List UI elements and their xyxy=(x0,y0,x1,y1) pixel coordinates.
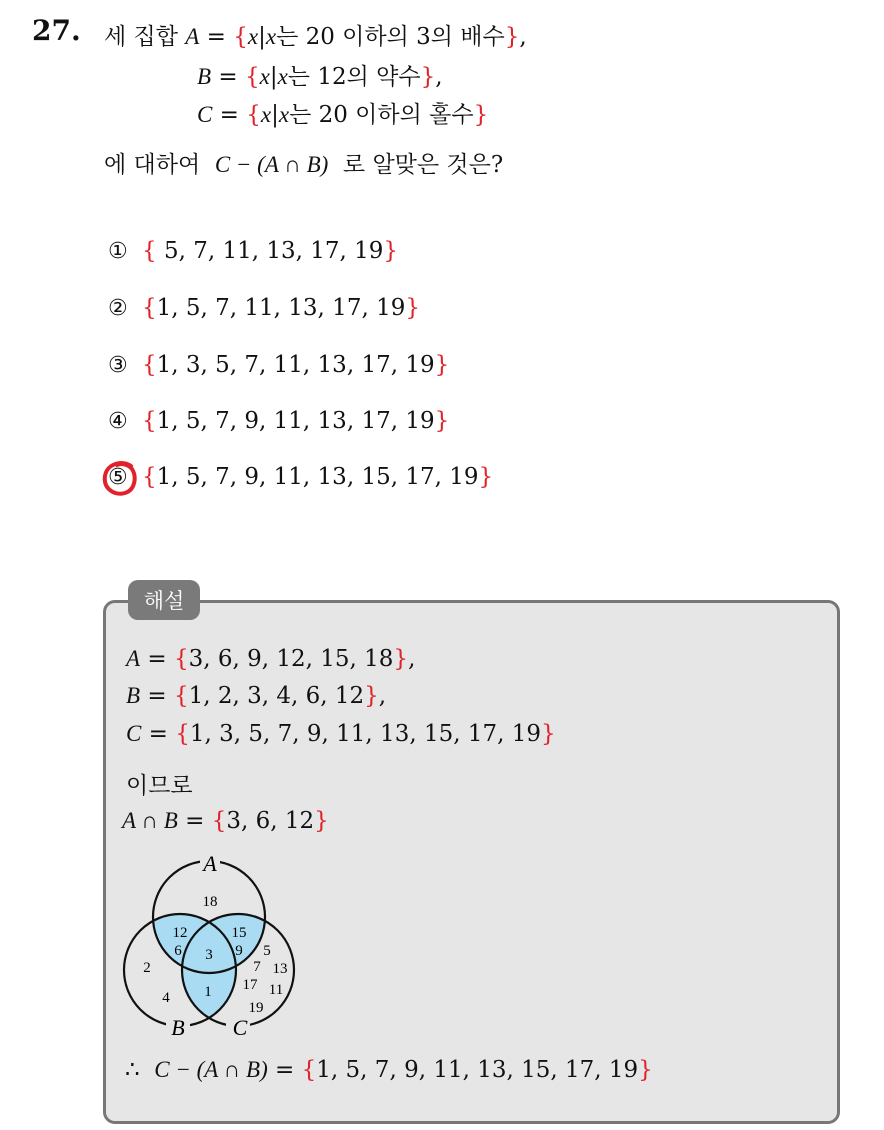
set-name: C xyxy=(197,102,213,127)
therefore-symbol: ∴ xyxy=(125,1057,140,1083)
venn-value: 12 xyxy=(172,925,188,941)
venn-value: 11 xyxy=(268,982,284,998)
set-name: B xyxy=(197,64,212,89)
solution-set-c: C = {1, 3, 5, 7, 9, 11, 13, 15, 17, 19} xyxy=(126,721,556,747)
question-number: 27. xyxy=(32,14,81,47)
choice-mark: ③ xyxy=(108,353,128,378)
question-prompt: 에 대하여 C − (A ∩ B) 로 알맞은 것은? xyxy=(104,152,504,178)
venn-value: 2 xyxy=(143,960,151,976)
venn-value: 13 xyxy=(272,961,288,977)
solution-intersection: A ∩ B = {3, 6, 12} xyxy=(122,808,329,834)
venn-value: 7 xyxy=(253,959,261,975)
label-a: A xyxy=(203,851,217,876)
solution-set-b: B = {1, 2, 3, 4, 6, 12}, xyxy=(126,683,387,709)
choice-mark: ① xyxy=(108,239,128,264)
set-name: A xyxy=(185,24,200,49)
set-c-definition: C = {x|x는 20 이하의 홀수} xyxy=(197,102,489,128)
solution-conclusion: ∴ C − (A ∩ B) = {1, 5, 7, 9, 11, 13, 15, 17, 19} xyxy=(125,1057,653,1083)
brace: { xyxy=(233,24,248,50)
solution-therefore-word: 이므로 xyxy=(126,773,193,799)
answer-circle-mark xyxy=(101,459,139,497)
set-a-definition: 세 집합 A = {x|x는 20 이하의 3의 배수}, xyxy=(104,24,527,50)
choice-mark: ② xyxy=(108,296,128,321)
choice-mark: ④ xyxy=(108,409,128,434)
solution-tag: 해설 xyxy=(128,580,200,620)
brace: { xyxy=(244,64,260,90)
choice-5[interactable]: ⑤ {1, 5, 7, 9, 11, 13, 15, 17, 19} xyxy=(108,464,494,490)
venn-value: 17 xyxy=(242,977,258,993)
choice-4[interactable]: ④ {1, 5, 7, 9, 11, 13, 17, 19} xyxy=(108,408,450,434)
venn-value: 19 xyxy=(248,1000,264,1016)
venn-diagram xyxy=(120,845,310,1045)
solution-set-a: A = {3, 6, 9, 12, 15, 18}, xyxy=(126,646,416,672)
choice-3[interactable]: ③ {1, 3, 5, 7, 11, 13, 17, 19} xyxy=(108,352,450,378)
venn-value: 4 xyxy=(162,990,170,1006)
choice-1[interactable]: ① { 5, 7, 11, 13, 17, 19} xyxy=(108,238,399,264)
venn-value: 15 xyxy=(231,925,247,941)
label-c: C xyxy=(232,1015,248,1040)
brace: { xyxy=(246,102,261,128)
question-expression: C − (A ∩ B) xyxy=(214,152,329,177)
question-lead: 세 집합 xyxy=(104,24,178,50)
set-b-definition: B = {x|x는 12의 약수}, xyxy=(197,64,443,90)
venn-value: 6 xyxy=(174,943,182,959)
venn-value: 5 xyxy=(263,943,271,959)
choice-2[interactable]: ② {1, 5, 7, 11, 13, 17, 19} xyxy=(108,295,420,321)
venn-value: 1 xyxy=(204,984,212,1000)
venn-value: 9 xyxy=(235,943,243,959)
venn-value: 3 xyxy=(205,947,213,963)
choice-mark: ⑤ xyxy=(108,465,128,490)
venn-value: 18 xyxy=(202,894,218,910)
label-b: B xyxy=(171,1015,185,1040)
